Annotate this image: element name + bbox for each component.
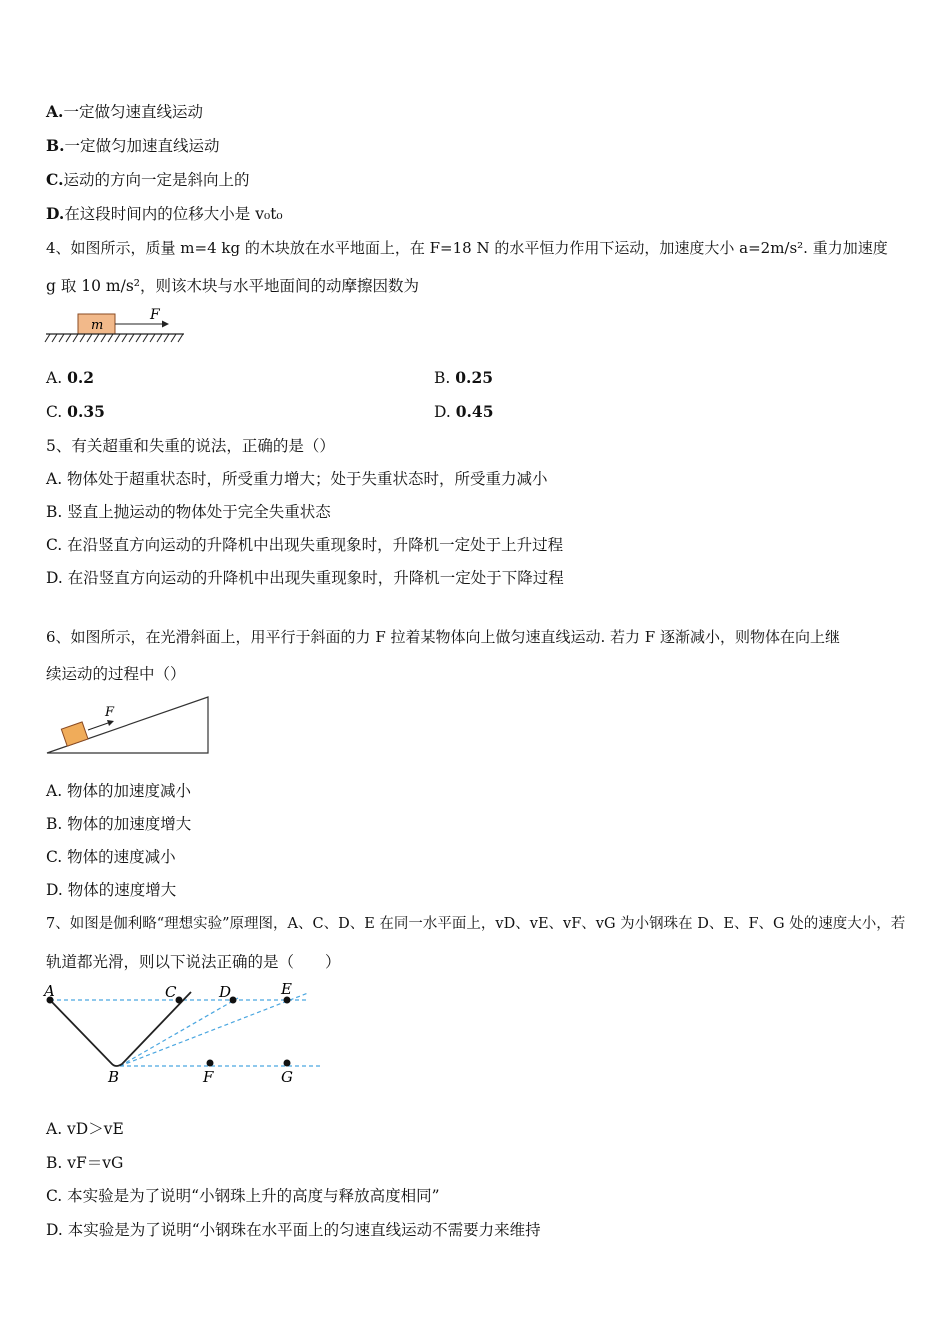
q6-figure (44, 692, 214, 758)
q7-incline-to-e (120, 993, 308, 1066)
q4-option-b-label: B. (434, 369, 451, 387)
q5-option-c: C. 在沿竖直方向运动的升降机中出现失重现象时，升降机一定处于上升过程 (46, 536, 564, 554)
q7-label-e: E (281, 980, 292, 998)
q5-stem: 5、有关超重和失重的说法，正确的是（） (46, 437, 335, 455)
q5-option-d: D. 在沿竖直方向运动的升降机中出现失重现象时，升降机一定处于下降过程 (46, 569, 564, 587)
q3-option-b-label: B. (46, 136, 65, 155)
q7-label-d: D (219, 983, 232, 1001)
q6-block (61, 722, 88, 746)
q4-option-a (46, 368, 94, 388)
q6-option-d: D. 物体的速度增大 (46, 881, 177, 899)
q6-force-label: F (105, 705, 115, 720)
q3-option-d-label: D. (46, 204, 65, 223)
q4-stem-line1: 4、如图所示，质量 m=4 kg 的木块放在水平地面上，在 F=18 N 的水平恒力作用下运动，加速度大小 a=2m/s². 重力加速度 (46, 239, 888, 257)
q4-option-c-label: C. (46, 403, 63, 421)
q4-option-c-text: 0.35 (67, 402, 105, 421)
q4-force-label: F (150, 307, 160, 323)
q6-option-a: A. 物体的加速度减小 (46, 782, 192, 800)
q3-option-a (46, 102, 203, 122)
q7-option-c: C. 本实验是为了说明“小钢珠上升的高度与释放高度相同” (46, 1187, 440, 1205)
q5-option-a: A. 物体处于超重状态时，所受重力增大；处于失重状态时，所受重力减小 (46, 470, 548, 488)
q7-option-b: B. vF＝vG (46, 1154, 124, 1172)
q7-label-f: F (203, 1068, 214, 1086)
q7-label-a: A (44, 982, 55, 1000)
q3-option-c-text: 运动的方向一定是斜向上的 (63, 171, 250, 189)
q4-option-a-label: A. (46, 369, 63, 387)
q4-option-d-label: D. (434, 403, 451, 421)
q4-option-c (46, 402, 105, 422)
q4-option-b-text: 0.25 (455, 368, 494, 387)
q7-figure (40, 978, 330, 1090)
q7-stem-line1: 7、如图是伽利略“理想实验”原理图，A、C、D、E 在同一水平面上，vD、vE、vF、vG 为小钢珠在 D、E、F、G 处的速度大小，若 (46, 916, 906, 932)
q3-option-d-text: 在这段时间内的位移大小是 v₀t₀ (64, 205, 283, 223)
q7-point-f (207, 1060, 214, 1067)
q3-option-a-label: A. (46, 102, 64, 121)
q3-option-d (46, 204, 283, 224)
q7-track (50, 992, 191, 1066)
q3-option-b (46, 136, 220, 156)
q3-option-c-label: C. (46, 170, 64, 189)
q6-force-arrow (88, 723, 108, 730)
q7-incline-to-d (120, 998, 238, 1066)
q4-stem-line2: g 取 10 m/s²，则该木块与水平地面间的动摩擦因数为 (46, 277, 420, 295)
q6-option-b: B. 物体的加速度增大 (46, 815, 192, 833)
q4-option-b (434, 368, 493, 388)
q4-arrowhead (162, 321, 169, 328)
q4-option-d-text: 0.45 (455, 402, 494, 421)
q7-point-g (284, 1060, 291, 1067)
q7-point-c (176, 997, 183, 1004)
q4-figure (44, 306, 189, 346)
q3-option-c (46, 170, 249, 190)
q7-stem-line2: 轨道都光滑，则以下说法正确的是（ ） (46, 953, 341, 971)
q6-stem-line2: 续运动的过程中（） (46, 665, 186, 683)
q7-option-a: A. vD＞vE (46, 1120, 124, 1138)
q5-option-b: B. 竖直上抛运动的物体处于完全失重状态 (46, 503, 331, 521)
q3-option-b-text: 一定做匀加速直线运动 (64, 137, 220, 155)
q4-block-label: m (91, 318, 104, 333)
q7-option-d: D. 本实验是为了说明“小钢珠在水平面上的匀速直线运动不需要力来维持 (46, 1221, 541, 1239)
q4-option-d (434, 402, 494, 422)
q7-label-c: C (165, 983, 177, 1001)
q6-stem-line1: 6、如图所示，在光滑斜面上，用平行于斜面的力 F 拉着某物体向上做匀速直线运动. 若力 F 逐渐减小，则物体在向上继 (46, 628, 840, 646)
q4-option-a-text: 0.2 (67, 368, 95, 387)
q6-option-c: C. 物体的速度减小 (46, 848, 176, 866)
q3-option-a-text: 一定做匀速直线运动 (63, 103, 203, 121)
q7-label-g: G (281, 1068, 293, 1086)
q6-arrowhead (107, 720, 114, 726)
q7-label-b: B (108, 1068, 120, 1086)
q4-ground-hatch (45, 334, 183, 342)
